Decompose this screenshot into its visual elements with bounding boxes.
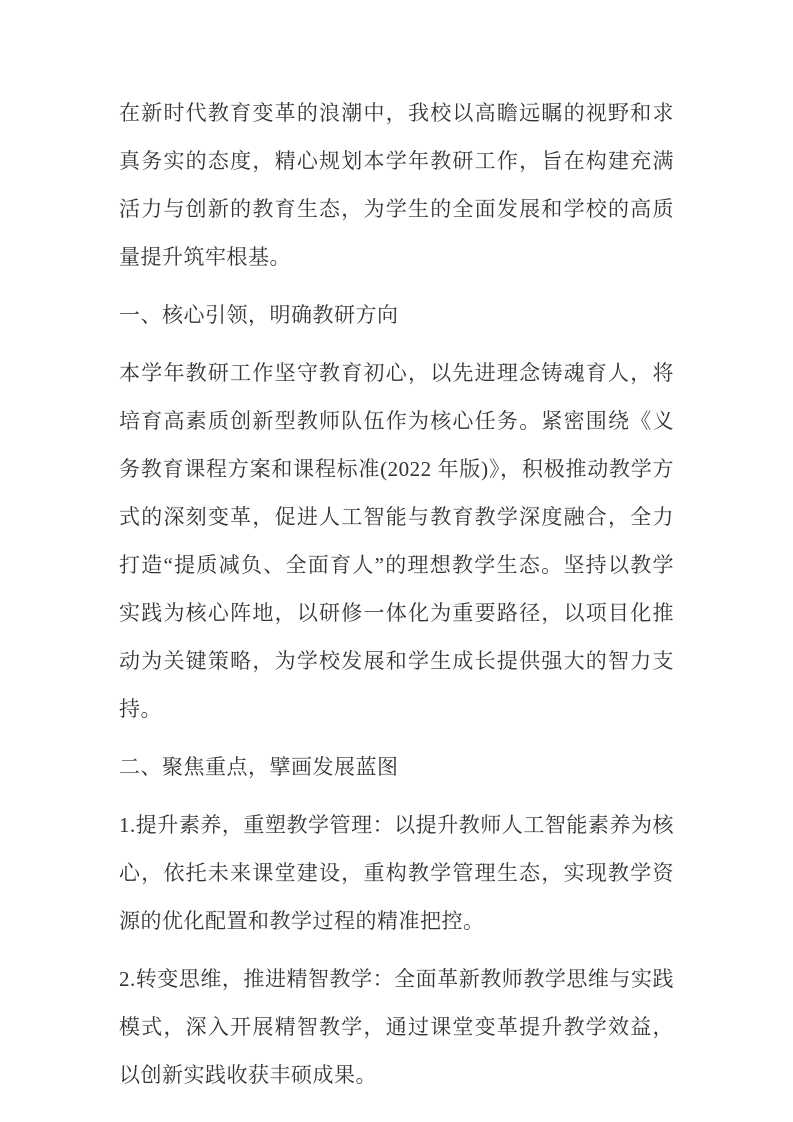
section-2-item-2-paragraph: 2.转变思维，推进精智教学：全面革新教师教学思维与实践模式，深入开展精智教学，通过课堂变革提升教学效益，以创新实践收获丰硕成果。 xyxy=(119,967,674,1087)
section-1-paragraph: 本学年教研工作坚守教育初心，以先进理念铸魂育人，将培育高素质创新型教师队伍作为核心任务。紧密围绕《义务教育课程方案和课程标准(2022 年版)》，积极推动教学方式的深刻变革，促进人工智能与教育教学深度融合，全力打造“提质减负、全面育人”的理想教学生态。坚持以教学实践为核心阵地，以研修一体化为重要路径，以项目化推动为关键策略，为学校发展和学生成长提供强大的智力支持。 xyxy=(119,361,674,721)
intro-paragraph: 在新时代教育变革的浪潮中，我校以高瞻远瞩的视野和求真务实的态度，精心规划本学年教研工作，旨在构建充满活力与创新的教育生态，为学生的全面发展和学校的高质量提升筑牢根基。 xyxy=(119,101,674,269)
section-heading-1: 一、核心引领，明确教研方向 xyxy=(119,303,399,327)
section-2-item-1-paragraph: 1.提升素养，重塑教学管理：以提升教师人工智能素养为核心，依托未来课堂建设，重构教学管理生态，实现教学资源的优化配置和教学过程的精准把控。 xyxy=(119,813,674,933)
section-heading-2: 二、聚焦重点，擘画发展蓝图 xyxy=(119,755,399,779)
